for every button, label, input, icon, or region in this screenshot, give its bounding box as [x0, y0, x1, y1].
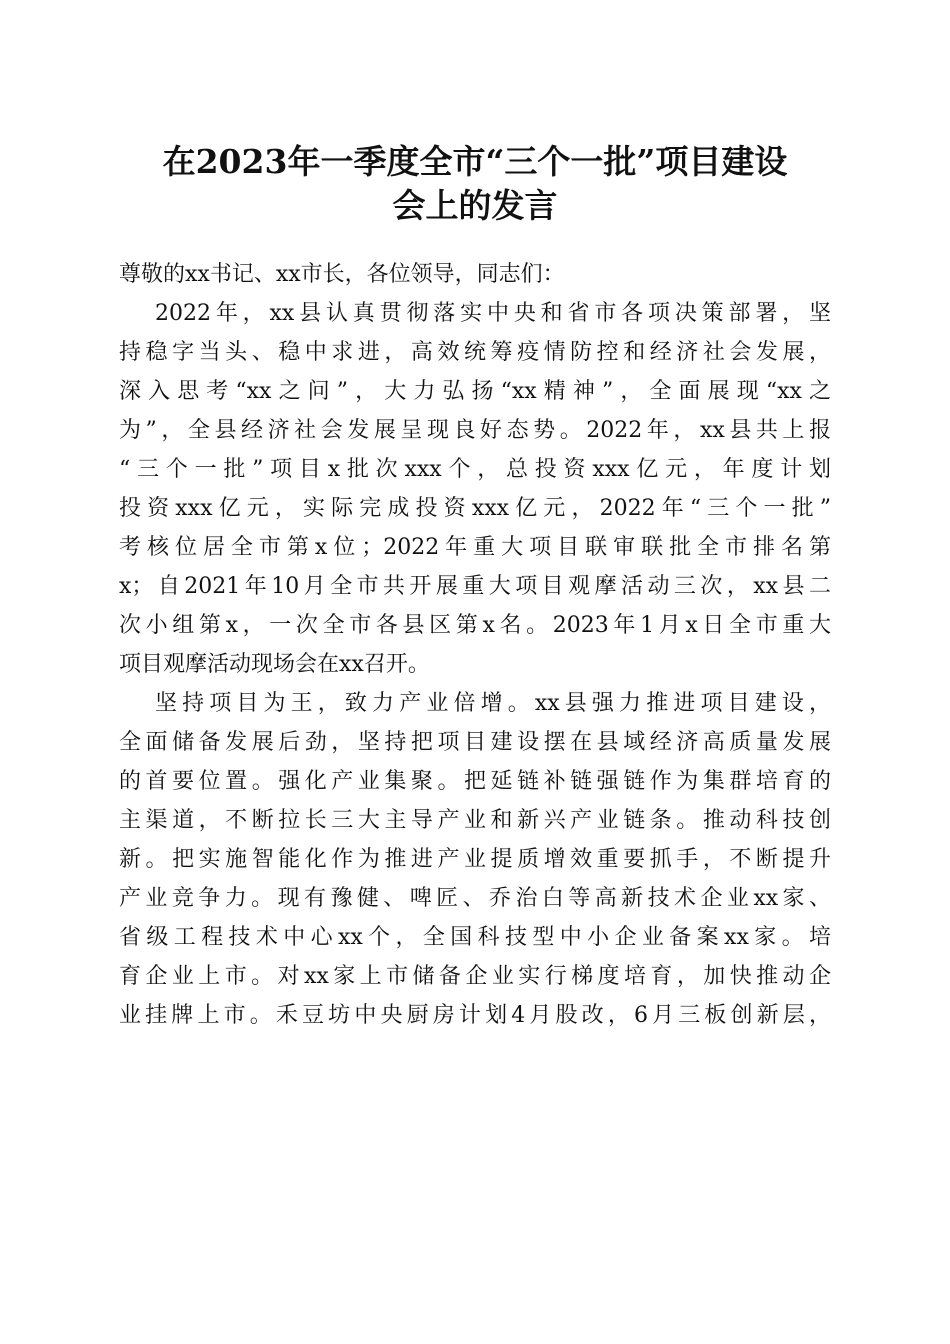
paragraph-line: 省级工程技术中心xx个，全国科技型中小企业备案xx家。培 — [119, 925, 831, 950]
paragraph-line: “三个一批”项目x批次xxx个，总投资xxx亿元，年度计划 — [119, 457, 831, 482]
paragraph-line: 为”，全县经济社会发展呈现良好态势。2022年，xx县共上报 — [119, 418, 831, 443]
paragraph-line: 坚持项目为王，致力产业倍增。xx县强力推进项目建设， — [155, 691, 831, 716]
document-title-line-1: 在2023年一季度全市“三个一批”项目建设 — [162, 142, 788, 181]
paragraph-line: 项目观摩活动现场会在xx召开。 — [119, 652, 430, 677]
paragraph-line: 主渠道，不断拉长三大主导产业和新兴产业链条。推动科技创 — [119, 808, 831, 833]
paragraph-2 — [119, 684, 831, 1035]
paragraph-line: 新。把实施智能化作为推进产业提质增效重要抓手，不断提升 — [119, 847, 831, 872]
paragraph-line: 全面储备发展后劲，坚持把项目建设摆在县域经济高质量发展 — [119, 730, 831, 755]
paragraph-line: 考核位居全市第x位；2022年重大项目联审联批全市排名第 — [119, 535, 831, 560]
paragraph-line: 深入思考“xx之问”，大力弘扬“xx精神”，全面展现“xx之 — [119, 379, 831, 404]
paragraph-line: 产业竞争力。现有豫健、啤匠、乔治白等高新技术企业xx家、 — [119, 886, 831, 911]
paragraph-line: x；自2021年10月全市共开展重大项目观摩活动三次，xx县二 — [119, 574, 831, 599]
paragraph-line: 的首要位置。强化产业集聚。把延链补链强链作为集群培育的 — [119, 769, 831, 794]
paragraph-line: 育企业上市。对xx家上市储备企业实行梯度培育，加快推动企 — [119, 964, 831, 989]
paragraph-line: 次小组第x，一次全市各县区第x名。2023年1月x日全市重大 — [119, 613, 831, 638]
document-body — [119, 255, 831, 1035]
document-title-line-2: 会上的发言 — [392, 186, 558, 225]
salutation: 尊敬的xx书记、xx市长，各位领导，同志们： — [119, 262, 565, 287]
paragraph-line: 持稳字当头、稳中求进，高效统筹疫情防控和经济社会发展， — [119, 340, 831, 365]
paragraph-line: 2022年，xx县认真贯彻落实中央和省市各项决策部署，坚 — [155, 301, 831, 326]
paragraph-1 — [119, 294, 831, 684]
paragraph-line: 投资xxx亿元，实际完成投资xxx亿元，2022年“三个一批” — [119, 496, 831, 521]
paragraph-line: 业挂牌上市。禾豆坊中央厨房计划4月股改，6月三板创新层， — [119, 1003, 831, 1028]
